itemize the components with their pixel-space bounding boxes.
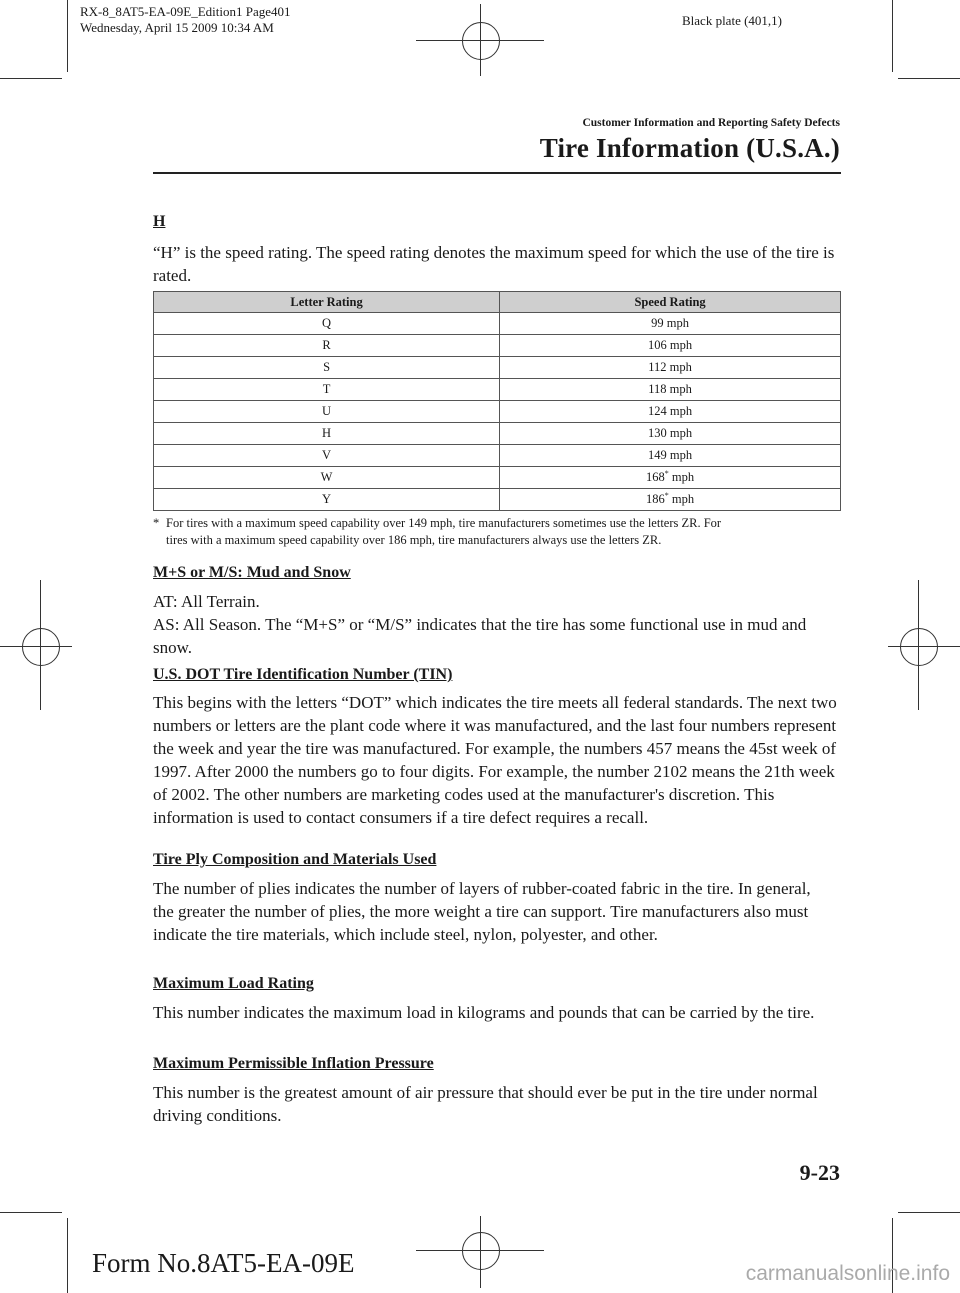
file-line: RX-8_8AT5-EA-09E_Edition1 Page401 bbox=[80, 4, 291, 19]
speed-value: 168 bbox=[646, 470, 665, 485]
speed-unit: mph bbox=[668, 492, 695, 507]
letter-cell: V bbox=[154, 445, 500, 467]
letter-cell: R bbox=[154, 335, 500, 357]
speed-value: 186 bbox=[646, 492, 665, 507]
column-header-letter: Letter Rating bbox=[154, 292, 500, 313]
table-row bbox=[154, 467, 841, 489]
watermark: carmanualsonline.info bbox=[745, 1262, 950, 1285]
footnote-marker: * bbox=[664, 491, 669, 501]
ply-heading: Tire Ply Composition and Materials Used bbox=[153, 851, 437, 868]
letter-cell: U bbox=[154, 401, 500, 423]
form-number: Form No.8AT5-EA-09E bbox=[92, 1248, 355, 1278]
letter-cell: H bbox=[154, 423, 500, 445]
table-row bbox=[154, 401, 841, 423]
letter-cell: T bbox=[154, 379, 500, 401]
footnote-marker: * bbox=[664, 469, 669, 479]
load-rating-heading: Maximum Load Rating bbox=[153, 975, 314, 992]
speed-cell: 106 mph bbox=[500, 335, 841, 357]
table-row bbox=[154, 335, 841, 357]
speed-cell: 149 mph bbox=[500, 445, 841, 467]
speed-cell: 130 mph bbox=[500, 423, 841, 445]
ply-text: The number of plies indicates the number of layers of rubber-coated fabric in the tire. In general, the greater the number of plies, the more weight a tire can support. Tire manufacturers also must indicate the tire materials, which include steel, nylon, polyester, and other. bbox=[153, 879, 811, 944]
inflation-pressure-text: This number is the greatest amount of air pressure that should ever be put in the tire under normal driving conditions. bbox=[153, 1083, 818, 1125]
speed-rating-heading: H bbox=[153, 213, 166, 230]
footnote-line-1: For tires with a maximum speed capability over 149 mph, tire manufacturers sometimes use the letters ZR. For bbox=[166, 516, 722, 530]
speed-cell: 124 mph bbox=[500, 401, 841, 423]
speed-cell bbox=[500, 467, 841, 489]
table-row bbox=[154, 357, 841, 379]
speed-cell: 112 mph bbox=[500, 357, 841, 379]
speed-unit: mph bbox=[668, 470, 695, 485]
all-terrain-text: AT: All Terrain. bbox=[153, 592, 260, 611]
section-label: Customer Information and Reporting Safety Defects bbox=[582, 117, 840, 129]
print-metadata bbox=[80, 4, 291, 36]
footnote-line-2: tires with a maximum speed capability over 186 mph, tire manufacturers always use the letters ZR. bbox=[166, 533, 662, 547]
speed-rating-text: “H” is the speed rating. The speed rating denotes the maximum speed for which the use of the tire is rated. bbox=[153, 243, 835, 285]
footnote-asterisk: * bbox=[153, 516, 160, 530]
dot-tin-text: This begins with the letters “DOT” which indicates the tire meets all federal standards. The next two numbers or letters are the plant code where it was manufactured, and the last four numbers represent the week and year the tire was manufactured. For example, the numbers 457 means the 45st week of 1997. After 2000 the numbers go to four digits. For example, the number 2102 means the 21th week of 2002. The other numbers are marketing codes used at the manufacturer's discretion. This information is used to contact consumers if a tire defect requires a recall. bbox=[153, 693, 837, 827]
table-row bbox=[154, 313, 841, 335]
plate-label: Black plate (401,1) bbox=[682, 13, 782, 28]
letter-cell: Y bbox=[154, 489, 500, 511]
speed-cell bbox=[500, 489, 841, 511]
inflation-pressure-heading: Maximum Permissible Inflation Pressure bbox=[153, 1055, 434, 1072]
column-header-speed: Speed Rating bbox=[500, 292, 841, 313]
mud-snow-heading: M+S or M/S: Mud and Snow bbox=[153, 564, 351, 581]
table-row bbox=[154, 423, 841, 445]
letter-cell: S bbox=[154, 357, 500, 379]
letter-cell: W bbox=[154, 467, 500, 489]
speed-cell: 99 mph bbox=[500, 313, 841, 335]
date-line: Wednesday, April 15 2009 10:34 AM bbox=[80, 20, 274, 35]
dot-tin-heading: U.S. DOT Tire Identification Number (TIN) bbox=[153, 666, 453, 683]
all-season-text: AS: All Season. The “M+S” or “M/S” indicates that the tire has some functional use in mud and snow. bbox=[153, 615, 807, 657]
title-rule bbox=[153, 172, 841, 174]
table-header-row bbox=[154, 292, 841, 313]
table-row bbox=[154, 379, 841, 401]
page-number: 9-23 bbox=[799, 1160, 840, 1185]
table-row bbox=[154, 445, 841, 467]
speed-cell: 118 mph bbox=[500, 379, 841, 401]
load-rating-text: This number indicates the maximum load in kilograms and pounds that can be carried by the tire. bbox=[153, 1003, 815, 1022]
letter-cell: Q bbox=[154, 313, 500, 335]
page-title: Tire Information (U.S.A.) bbox=[539, 133, 840, 163]
table-footnote bbox=[153, 515, 843, 549]
speed-rating-table bbox=[153, 291, 841, 511]
table-row bbox=[154, 489, 841, 511]
